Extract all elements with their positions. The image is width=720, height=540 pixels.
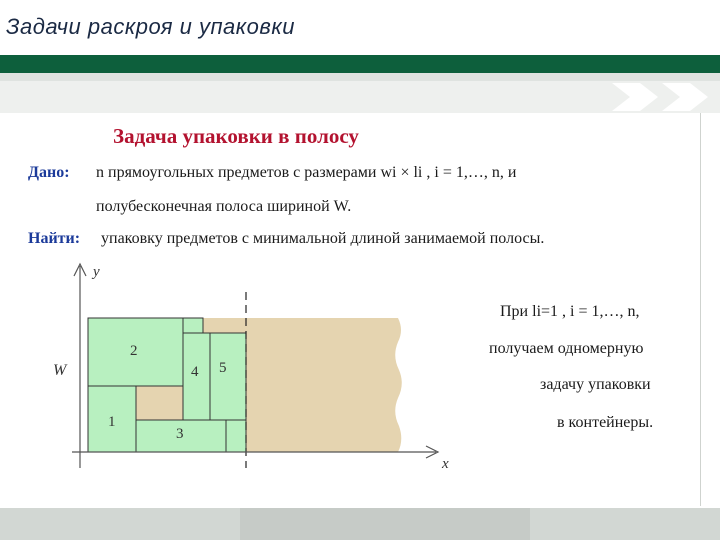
note-line-1: При li=1 , i = 1,…, n, (500, 303, 640, 320)
find-label: Найти: (28, 230, 81, 247)
slide-heading: Задача упаковки в полосу (113, 124, 359, 148)
note-line-2: получаем одномерную (489, 340, 644, 357)
given-line-2: полубесконечная полоса шириной W. (96, 198, 352, 215)
item-5-ext (226, 420, 246, 452)
note-line-4: в контейнеры. (557, 414, 654, 431)
y-axis-label: y (93, 264, 100, 280)
header-title: Задачи раскроя и упаковки (6, 14, 296, 39)
given-label: Дано: (28, 164, 70, 181)
find-text: упаковку предметов с минимальной длиной занимаемой полосы. (101, 230, 545, 247)
item-5 (210, 333, 246, 420)
footer-segment (240, 508, 530, 540)
item-label-3: 3 (176, 426, 184, 442)
item-label-1: 1 (108, 414, 116, 430)
given-line-1: n прямоугольных предметов с размерами wi × li , i = 1,…, n, и (96, 164, 517, 181)
item-label-5: 5 (219, 360, 227, 376)
strip-width-label: W (53, 362, 67, 379)
item-label-4: 4 (191, 364, 199, 380)
item-label-2: 2 (130, 343, 138, 359)
item-2-ext (183, 318, 203, 333)
x-axis-label: x (442, 456, 449, 472)
note-line-3: задачу упаковки (540, 376, 651, 393)
footer-bar (0, 508, 720, 540)
